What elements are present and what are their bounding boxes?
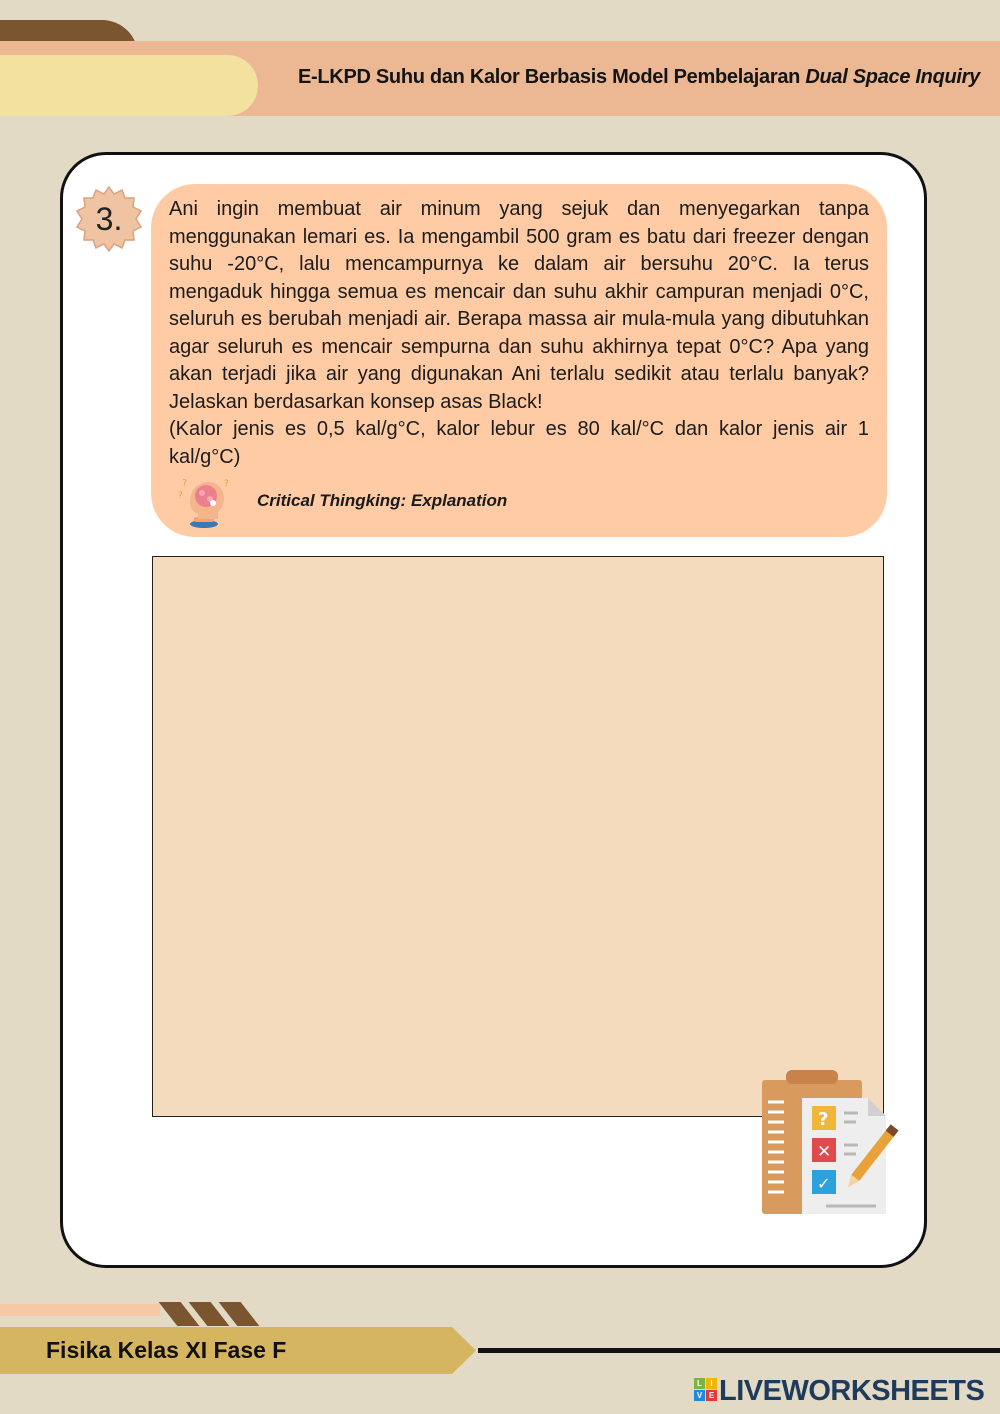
svg-text:✕: ✕ <box>817 1142 832 1162</box>
question-constants: (Kalor jenis es 0,5 kal/g°C, kalor lebur es 80 kal/°C dan kalor jenis air 1 kal/g°C) <box>169 418 869 468</box>
page-title-main: E-LKPD Suhu dan Kalor Berbasis Model Pembelajaran <box>297 66 801 88</box>
question-number: 3. <box>95 201 123 237</box>
critical-thinking-icon <box>176 474 232 530</box>
footer-title: Fisika Kelas XI Fase F <box>46 1337 287 1363</box>
answer-input-area[interactable] <box>152 556 884 1117</box>
logo-letter: E <box>706 1390 717 1401</box>
svg-text:✓: ✓ <box>817 1174 831 1193</box>
footer-divider <box>478 1348 1000 1353</box>
skill-label: Critical Thingking: Explanation <box>257 491 508 510</box>
question-paragraph: Ani ingin membuat air minum yang sejuk dan menyegarkan tanpa menggunakan lemari es. Ia mengambil 500 gram es batu dari freezer dengan suhu -20°C, lalu mencampurnya ke dalam air bersuhu 20°C. Ia terus mengaduk hingga semua es mencair dan suhu akhir campuran menjadi 0°C, seluruh es berubah menjadi air. Berapa massa air mula-mula yang dibutuhkan agar seluruh es mencair sempurna dan suhu akhirnya tepat 0°C? Apa yang akan terjadi jika air yang digunakan Ani terlalu sedikit atau terlalu banyak? Jelaskan berdasarkan konsep asas Black! <box>169 198 869 413</box>
question-number-badge <box>76 186 142 252</box>
logo-letter: L <box>694 1378 705 1389</box>
liveworksheets-brand-text: LIVEWORKSHEETS <box>719 1375 985 1407</box>
footer-peach-decoration <box>0 1304 160 1316</box>
header-pill-decoration <box>0 55 258 116</box>
checklist-clipboard-icon <box>760 1068 902 1218</box>
svg-text:?: ? <box>818 1109 829 1130</box>
page-title-italic: Dual Space Inquiry <box>805 66 980 88</box>
svg-text:?: ? <box>182 478 188 489</box>
logo-letter: V <box>694 1390 705 1401</box>
liveworksheets-logo-icon <box>694 1378 718 1402</box>
question-text <box>169 196 869 471</box>
logo-letter: I <box>706 1378 717 1389</box>
svg-text:?: ? <box>224 479 229 489</box>
page-title <box>298 66 980 92</box>
svg-text:?: ? <box>178 491 183 501</box>
